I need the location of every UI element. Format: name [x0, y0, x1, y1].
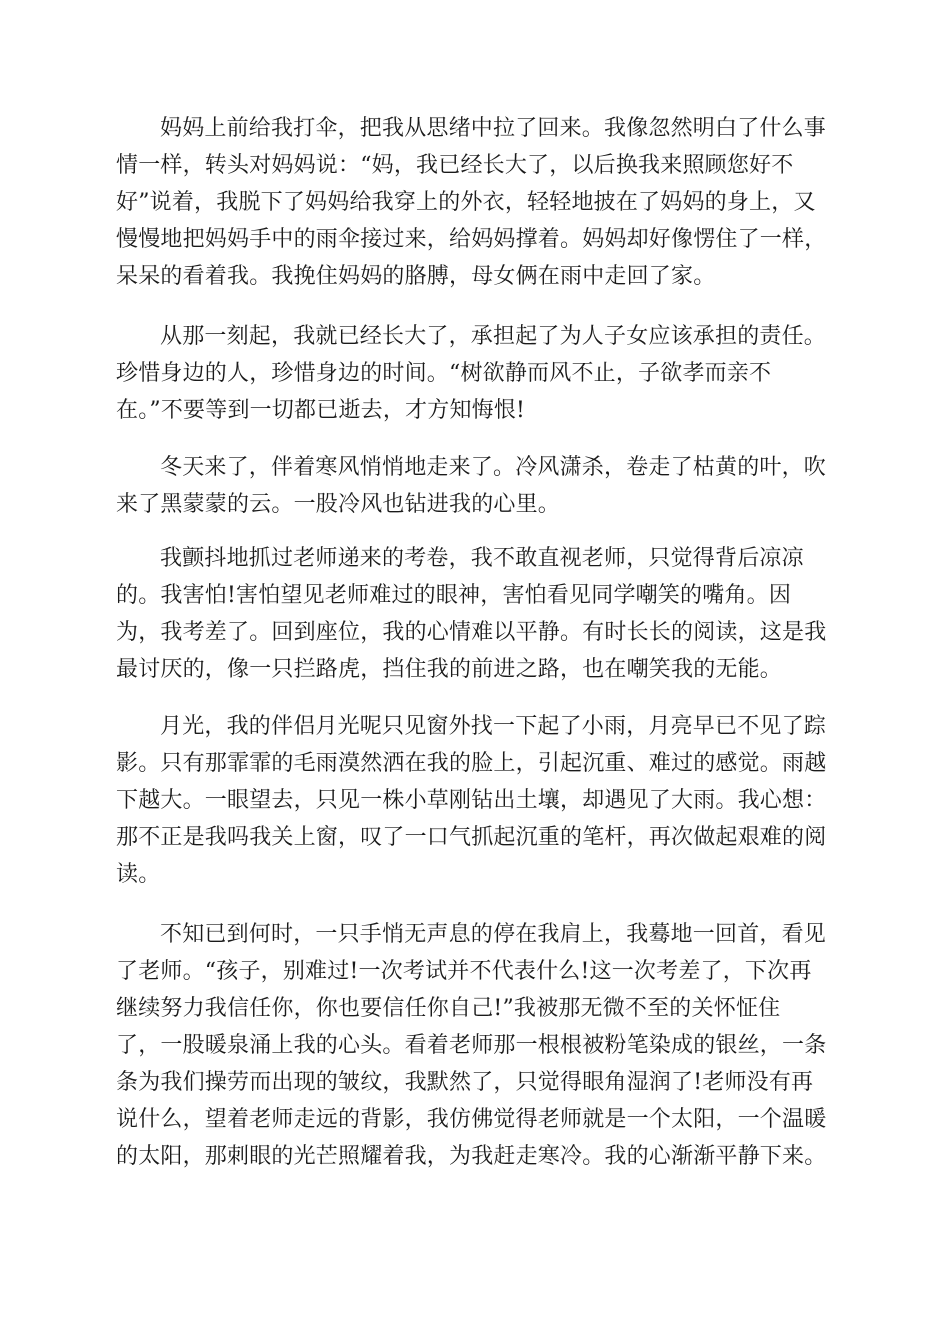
text-line: 不知已到何时，一只手悄无声息的停在我肩上，我蓦地一回首，看见: [160, 922, 827, 947]
text-line: 慢慢地把妈妈手中的雨伞接过来，给妈妈撑着。妈妈却好像愣住了一样，: [116, 227, 827, 252]
text-line: 呆呆的看着我。我挽住妈妈的胳膊，母女俩在雨中走回了家。: [116, 264, 716, 289]
text-line: 我颤抖地抓过老师递来的考卷，我不敢直视老师，只觉得背后凉凉: [160, 546, 804, 571]
paragraph-1: [116, 110, 838, 295]
paragraph-2: [116, 318, 838, 429]
text-line: 从那一刻起，我就已经长大了，承担起了为人子女应该承担的责任。: [160, 324, 827, 349]
text-line: 下越大。一眼望去，只见一株小草刚钻出土壤，却遇见了大雨。我心想：: [116, 788, 827, 813]
paragraph-6: [116, 916, 838, 1175]
text-line: 了老师。“孩子，别难过!一次考试并不代表什么!这一次考差了，下次再: [116, 959, 812, 984]
text-line: 了，一股暖泉涌上我的心头。看着老师那一根根被粉笔染成的银丝，一条: [116, 1033, 827, 1058]
paragraph-5: [116, 708, 838, 893]
text-line: 读。: [116, 862, 161, 887]
text-line: 好”说着，我脱下了妈妈给我穿上的外衣，轻轻地披在了妈妈的身上，又: [116, 190, 816, 215]
text-line: 为，我考差了。回到座位，我的心情难以平静。有时长长的阅读，这是我: [116, 620, 827, 645]
text-line: 最讨厌的，像一只拦路虎，挡住我的前进之路，也在嘲笑我的无能。: [116, 657, 783, 682]
text-line: 妈妈上前给我打伞，把我从思绪中拉了回来。我像忽然明白了什么事: [160, 116, 827, 141]
text-line: 来了黑蒙蒙的云。一股冷风也钻进我的心里。: [116, 492, 561, 517]
text-line: 月光，我的伴侣月光呢只见窗外找一下起了小雨，月亮早已不见了踪: [160, 714, 827, 739]
paragraph-3: [116, 449, 838, 523]
text-line: 情一样，转头对妈妈说：“妈，我已经长大了，以后换我来照顾您好不: [116, 153, 794, 178]
text-line: 继续努力我信任你，你也要信任你自己!”我被那无微不至的关怀怔住: [116, 996, 781, 1021]
text-line: 影。只有那霏霏的毛雨漠然洒在我的脸上，引起沉重、难过的感觉。雨越: [116, 751, 827, 776]
text-line: 的太阳，那刺眼的光芒照耀着我，为我赶走寒冷。我的心渐渐平静下来。: [116, 1144, 827, 1169]
text-line: 冬天来了，伴着寒风悄悄地走来了。冷风潇杀，卷走了枯黄的叶，吹: [160, 455, 827, 480]
text-line: 的。我害怕!害怕望见老师难过的眼神，害怕看见同学嘲笑的嘴角。因: [116, 583, 792, 608]
text-line: 珍惜身边的人，珍惜身边的时间。“树欲静而风不止，子欲孝而亲不: [116, 361, 772, 386]
text-line: 在。”不要等到一切都已逝去，才方知悔恨!: [116, 398, 526, 423]
text-line: 那不正是我吗我关上窗，叹了一口气抓起沉重的笔杆，再次做起艰难的阅: [116, 825, 827, 850]
text-line: 说什么，望着老师走远的背影，我仿佛觉得老师就是一个太阳，一个温暖: [116, 1107, 827, 1132]
text-line: 条为我们操劳而出现的皱纹，我默然了，只觉得眼角湿润了!老师没有再: [116, 1070, 814, 1095]
paragraph-4: [116, 540, 838, 688]
